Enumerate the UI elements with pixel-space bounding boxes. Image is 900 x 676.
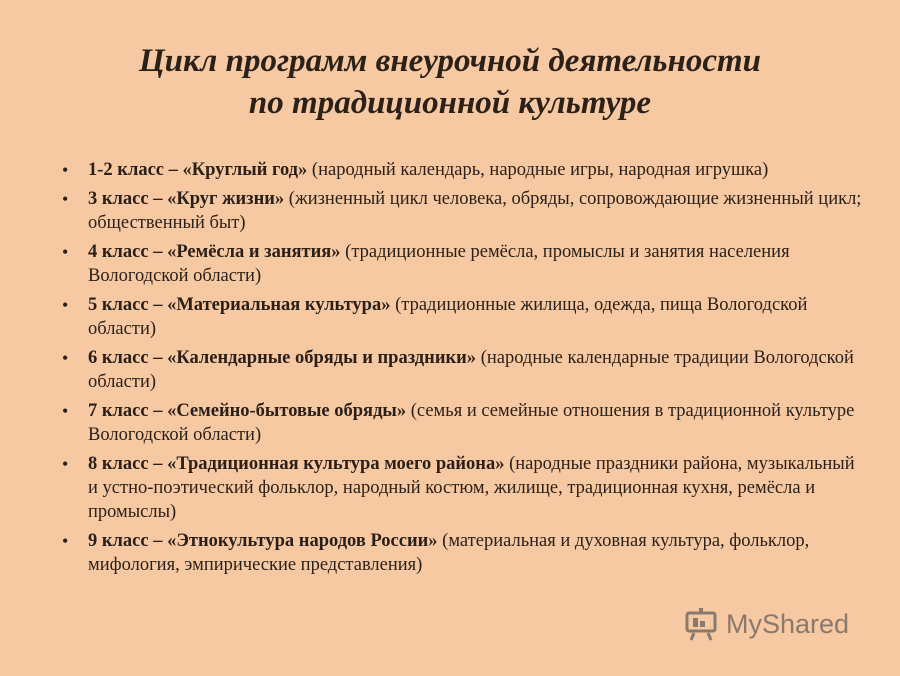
bullet-icon: • (62, 242, 69, 262)
item-detail: (народный календарь, народные игры, народная игрушка) (307, 160, 769, 180)
item-detail: (народные праздники района, музыкальный и устно-поэтический фольклор, народный костюм, жилище, традиционная кухня, ремёсла и промыслы) (88, 454, 855, 522)
item-lead: 6 класс – «Календарные обряды и праздники» (88, 348, 477, 368)
bullet-icon: • (62, 295, 69, 315)
bullet-icon: • (62, 531, 69, 551)
list-item (62, 452, 862, 524)
item-lead: 1-2 класс – «Круглый год» (88, 160, 308, 180)
program-list (62, 158, 862, 582)
item-lead: 7 класс – «Семейно-бытовые обряды» (88, 401, 407, 421)
item-detail: (семья и семейные отношения в традиционной культуре Вологодской области) (88, 401, 855, 445)
list-item (62, 529, 862, 577)
list-item (62, 399, 862, 447)
slide-title (0, 40, 900, 124)
item-lead: 4 класс – «Ремёсла и занятия» (88, 242, 341, 262)
slide-title-line2: по традиционной культуре (248, 85, 652, 121)
item-lead: 8 класс – «Традиционная культура моего района» (88, 454, 505, 474)
item-detail: (традиционные жилища, одежда, пища Вологодской области) (88, 295, 808, 339)
bullet-icon: • (62, 454, 69, 474)
slide-title-line1: Цикл программ внеурочной деятельности (139, 43, 761, 79)
item-detail: (материальная и духовная культура, фольклор, мифология, эмпирические представления) (88, 531, 810, 575)
bullet-icon: • (62, 401, 69, 421)
presentation-board-icon (684, 606, 720, 642)
bullet-icon: • (62, 160, 69, 180)
watermark[interactable] (684, 606, 849, 642)
item-lead: 9 класс – «Этнокультура народов России» (88, 531, 438, 551)
list-item (62, 346, 862, 394)
list-item (62, 293, 862, 341)
bullet-icon: • (62, 189, 69, 209)
item-detail: (традиционные ремёсла, промыслы и занятия населения Вологодской области) (88, 242, 790, 286)
item-lead: 3 класс – «Круг жизни» (88, 189, 285, 209)
watermark-text: MyShared (726, 608, 850, 639)
list-item (62, 187, 862, 235)
bullet-icon: • (62, 348, 69, 368)
list-item (62, 240, 862, 288)
item-detail: (жизненный цикл человека, обряды, сопровождающие жизненный цикл; общественный быт) (88, 189, 862, 233)
item-detail: (народные календарные традиции Вологодской области) (88, 348, 854, 392)
list-item (62, 158, 862, 182)
item-lead: 5 класс – «Материальная культура» (88, 295, 391, 315)
